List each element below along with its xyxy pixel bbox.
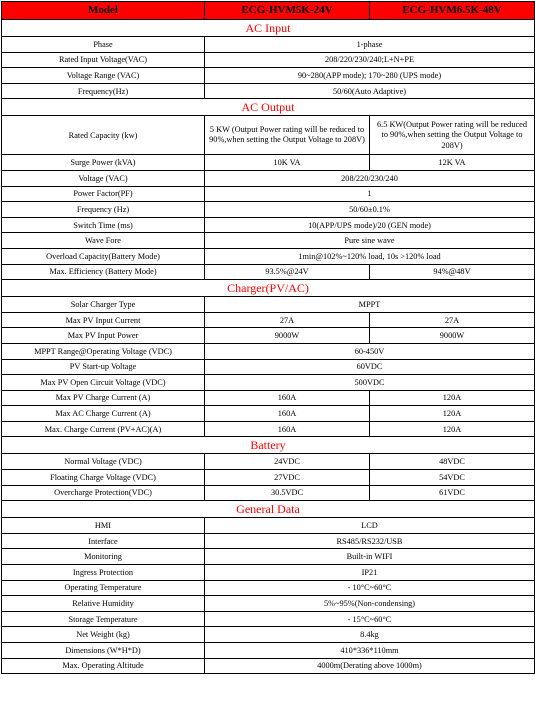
row-value-b: 27A: [370, 312, 535, 328]
row-label: Interface: [2, 533, 205, 549]
table-row: [2, 52, 535, 68]
row-label: Normal Voltage (VDC): [2, 454, 205, 470]
row-label: PV Start-up Voltage: [2, 359, 205, 375]
row-label: Wave Fore: [2, 233, 205, 249]
table-row: [2, 375, 535, 391]
table-row: [2, 390, 535, 406]
row-value: 1: [205, 186, 535, 202]
row-value-a: 24VDC: [205, 454, 370, 470]
spec-table: [1, 1, 535, 674]
row-value: 90~280(APP mode); 170~280 (UPS mode): [205, 68, 535, 84]
row-label: Max PV Input Power: [2, 328, 205, 344]
row-value: 5%~95%(Non-condensing): [205, 596, 535, 612]
row-value-a: 160A: [205, 421, 370, 437]
table-row: [2, 328, 535, 344]
row-value-a: 9000W: [205, 328, 370, 344]
table-row: [2, 116, 535, 155]
row-label: HMI: [2, 518, 205, 534]
row-value-b: 61VDC: [370, 485, 535, 501]
row-label: Solar Charger Type: [2, 297, 205, 313]
table-row: [2, 658, 535, 674]
row-value: 8.4kg: [205, 627, 535, 643]
row-value-b: 6.5 KW(Output Power rating will be reduced to 90%,when setting the Output Voltage to 208V): [370, 116, 535, 155]
section-row: [2, 501, 535, 518]
table-row: [2, 627, 535, 643]
row-value: LCD: [205, 518, 535, 534]
section-title-ac-input: AC Input: [2, 20, 535, 37]
row-value-b: 120A: [370, 406, 535, 422]
section-title-battery: Battery: [2, 437, 535, 454]
table-row: [2, 596, 535, 612]
row-label: Net Weight (kg): [2, 627, 205, 643]
row-value: 1min@102%~120% load, 10s >120% load: [205, 248, 535, 264]
row-value: - 10°C~60°C: [205, 580, 535, 596]
row-label: Ingress Protection: [2, 565, 205, 581]
row-value: 4000m(Derating above 1000m): [205, 658, 535, 674]
row-value: 60-450V: [205, 343, 535, 359]
table-row: [2, 359, 535, 375]
row-value-b: 48VDC: [370, 454, 535, 470]
row-value-b: 120A: [370, 390, 535, 406]
row-label: Max PV Charge Current (A): [2, 390, 205, 406]
row-value-b: 120A: [370, 421, 535, 437]
header-row: [2, 2, 535, 20]
row-label: Storage Temperature: [2, 611, 205, 627]
table-row: [2, 68, 535, 84]
table-row: [2, 518, 535, 534]
row-label: Phase: [2, 37, 205, 53]
row-label: Voltage Range (VAC): [2, 68, 205, 84]
row-value: IP21: [205, 565, 535, 581]
row-value: 1-phase: [205, 37, 535, 53]
table-row: [2, 170, 535, 186]
row-label: Relative Humidity: [2, 596, 205, 612]
row-label: Overload Capacity(Battery Mode): [2, 248, 205, 264]
row-label: Dimensions (W*H*D): [2, 643, 205, 659]
row-label: Max PV Open Circuit Voltage (VDC): [2, 375, 205, 391]
table-row: [2, 565, 535, 581]
row-label: Frequency(Hz): [2, 83, 205, 99]
row-value-a: 160A: [205, 406, 370, 422]
row-value-a: 27A: [205, 312, 370, 328]
row-label: Floating Charge Voltage (VDC): [2, 470, 205, 486]
row-value: 208/220/230/240: [205, 170, 535, 186]
section-title-ac-output: AC Output: [2, 99, 535, 116]
section-row: [2, 99, 535, 116]
row-value: 410*336*110mm: [205, 643, 535, 659]
row-value: Built-in WIFI: [205, 549, 535, 565]
table-row: [2, 470, 535, 486]
row-value-b: 54VDC: [370, 470, 535, 486]
row-label: Switch Time (ms): [2, 217, 205, 233]
row-label: Max. Operating Altitude: [2, 658, 205, 674]
row-value-a: 27VDC: [205, 470, 370, 486]
row-label: Max AC Charge Current (A): [2, 406, 205, 422]
model-b-header: ECG-HVM6.5K-48V: [370, 2, 535, 20]
row-value: 10(APP/UPS mode)/20 (GEN mode): [205, 217, 535, 233]
row-label: Operating Temperature: [2, 580, 205, 596]
row-label: MPPT Range@Operating Voltage (VDC): [2, 343, 205, 359]
row-value: Pure sine wave: [205, 233, 535, 249]
table-row: [2, 421, 535, 437]
row-value: 208/220/230/240;L+N+PE: [205, 52, 535, 68]
table-row: [2, 580, 535, 596]
row-label: Power Factor(PF): [2, 186, 205, 202]
row-value: 50/60(Auto Adaptive): [205, 83, 535, 99]
row-value-b: 9000W: [370, 328, 535, 344]
table-row: [2, 454, 535, 470]
row-value-a: 10K VA: [205, 155, 370, 171]
table-row: [2, 37, 535, 53]
table-row: [2, 485, 535, 501]
row-value-a: 30.5VDC: [205, 485, 370, 501]
section-title-general: General Data: [2, 501, 535, 518]
row-label: Rated Capacity (kw): [2, 116, 205, 155]
row-value-b: 12K VA: [370, 155, 535, 171]
table-row: [2, 549, 535, 565]
row-value: 50/60±0.1%: [205, 202, 535, 218]
row-value: 500VDC: [205, 375, 535, 391]
row-value: - 15°C~60°C: [205, 611, 535, 627]
table-row: [2, 217, 535, 233]
row-value: 60VDC: [205, 359, 535, 375]
table-row: [2, 83, 535, 99]
section-row: [2, 20, 535, 37]
row-label: Rated Input Voltage(VAC): [2, 52, 205, 68]
section-row: [2, 280, 535, 297]
row-label: Voltage (VAC): [2, 170, 205, 186]
table-row: [2, 312, 535, 328]
model-header: Model: [2, 2, 205, 20]
table-row: [2, 343, 535, 359]
row-label: Max. Charge Current (PV+AC)(A): [2, 421, 205, 437]
table-row: [2, 643, 535, 659]
table-row: [2, 264, 535, 280]
table-row: [2, 533, 535, 549]
row-label: Frequency (Hz): [2, 202, 205, 218]
row-label: Max. Efficiency (Battery Mode): [2, 264, 205, 280]
model-a-header: ECG-HVM5K-24V: [205, 2, 370, 20]
table-row: [2, 202, 535, 218]
table-row: [2, 297, 535, 313]
row-label: Overcharge Protection(VDC): [2, 485, 205, 501]
table-row: [2, 233, 535, 249]
row-value: RS485/RS232/USB: [205, 533, 535, 549]
row-label: Max PV Input Current: [2, 312, 205, 328]
row-value: MPPT: [205, 297, 535, 313]
row-value-b: 94%@48V: [370, 264, 535, 280]
table-row: [2, 155, 535, 171]
section-row: [2, 437, 535, 454]
table-row: [2, 186, 535, 202]
row-value-a: 93.5%@24V: [205, 264, 370, 280]
row-value-a: 160A: [205, 390, 370, 406]
row-label: Monitoring: [2, 549, 205, 565]
row-value-a: 5 KW (Output Power rating will be reduced to 90%,when setting the Output Voltage to 208V): [205, 116, 370, 155]
table-row: [2, 248, 535, 264]
table-row: [2, 406, 535, 422]
row-label: Surge Power (kVA): [2, 155, 205, 171]
section-title-charger: Charger(PV/AC): [2, 280, 535, 297]
table-row: [2, 611, 535, 627]
